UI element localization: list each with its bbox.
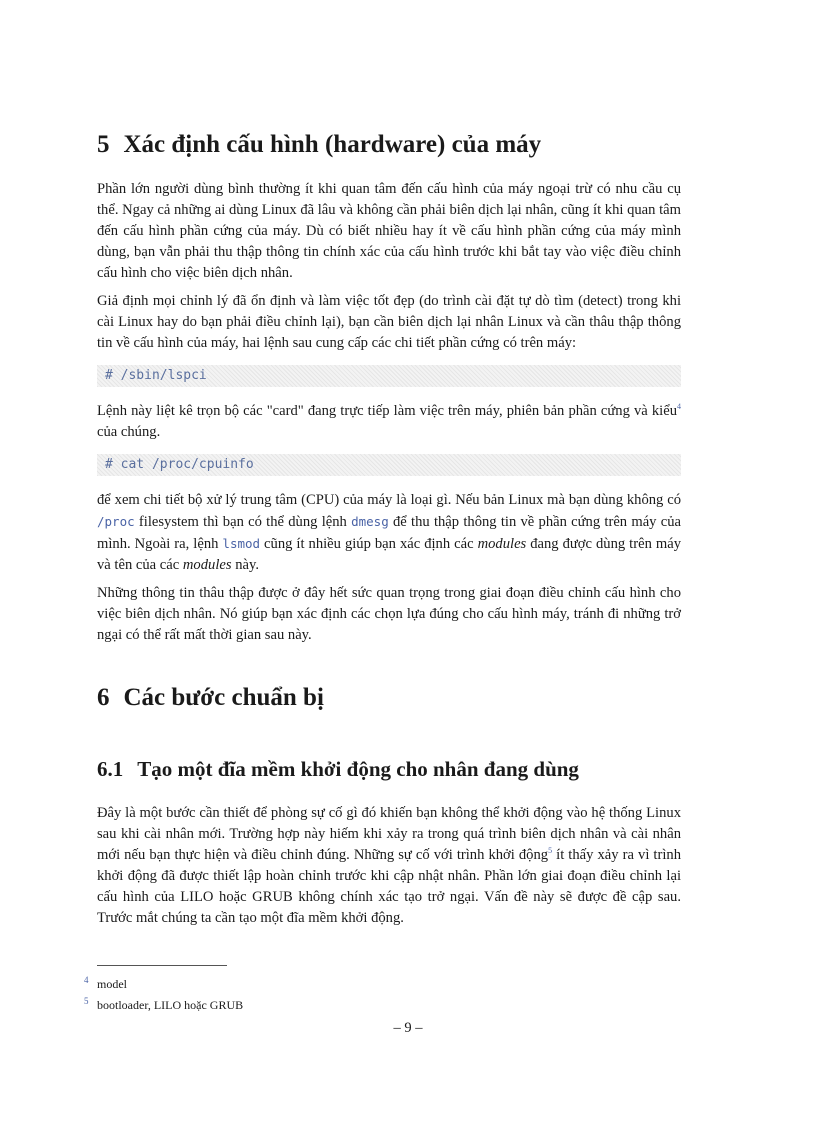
section-title: Các bước chuẩn bị <box>123 684 324 711</box>
section-5-heading <box>97 128 681 162</box>
section-title: Xác định cấu hình (hardware) của máy <box>123 131 542 158</box>
footnote-5: 5 bootloader, LILO hoặc GRUB <box>84 996 244 1012</box>
paragraph: để xem chi tiết bộ xử lý trung tâm (CPU) của máy là loại gì. Nếu bản Linux mà bạn dùng không có /proc filesystem thì bạn có thể dùng lệnh dmesg để thu thập thông tin về phần cứng trên máy của mình. Ngoài ra, lệnh lsmod cũng ít nhiều giúp bạn xác định các modules đang được dùng trên máy và tên của các modules này. <box>97 492 681 573</box>
subsection-title: Tạo một đĩa mềm khởi động cho nhân đang dùng <box>137 757 579 781</box>
code-block-lspci: # /sbin/lspci <box>97 365 681 387</box>
subsection-number: 6.1 <box>97 757 124 781</box>
inline-code-proc: /proc <box>97 514 135 529</box>
paragraph: Lệnh này liệt kê trọn bộ các "card" đang trực tiếp làm việc trên máy, phiên bản phần cứng và kiểu$^4$ của chúng. <box>97 402 681 440</box>
paragraph: Giả định mọi chỉnh lý đã ổn định và làm việc tốt đẹp (do trình cài đặt tự dò tìm (detect) trong khi cài Linux hay do bạn phải điều chỉnh lại), bạn cần biên dịch lại nhân Linux và cần thâu thập thông tin về cấu hình của máy, hai lệnh sau cung cấp các chi tiết phần cứng có trên máy: <box>97 293 681 351</box>
footnote-ref-5[interactable]: 5 <box>548 846 553 856</box>
page-content <box>97 128 681 936</box>
page-number: – 9 – <box>393 1020 423 1036</box>
emphasis: modules <box>477 536 527 552</box>
section-number: 5 <box>97 131 110 158</box>
footnotes <box>84 965 684 1014</box>
paragraph: Đây là một bước cần thiết để phòng sự cố gì đó khiến bạn không thể khởi động vào hệ thống Linux sau khi cài nhân mới. Trường hợp này hiếm khi xảy ra trong quá trình biên dịch nhân và cài nhân mới nếu bạn thực hiện và điều chỉnh đúng. Những sự cố với trình khởi động$^5$ ít thấy xảy ra vì trình khởi động đã được thiết lập hoàn chỉnh trước khi cập nhật nhân. Phần lớn giai đoạn điều chỉnh lại cấu hình của LILO hoặc GRUB không chính xác tạo trở ngại. Vấn đề này sẽ được đề cập sau. Trước mắt chúng ta cần tạo một đĩa mềm khởi động. <box>97 805 681 926</box>
section-number: 6 <box>97 684 110 711</box>
footnote-rule <box>97 965 227 966</box>
code-block-cpuinfo: # cat /proc/cpuinfo <box>97 454 681 476</box>
footnote-4: 4 model <box>84 975 127 991</box>
paragraph: Phần lớn người dùng bình thường ít khi quan tâm đến cấu hình của máy ngoại trừ có nhu cầu cụ thể. Ngay cả những ai dùng Linux đã lâu và không cần phải biên dịch lại nhân, cũng ít khi quan tâm đến cấu hình phần cứng của máy. Dù có biết nhiều hay ít về cấu hình phần cứng của máy mình dùng, bạn vẫn phải thu thập thông tin chính xác của cấu hình trước khi bắt tay vào việc điều chỉnh cấu hình cho việc biên dịch nhân. <box>97 181 681 281</box>
inline-code-lsmod: lsmod <box>222 536 261 551</box>
section-6-heading <box>97 681 681 715</box>
subsection-6-1-heading <box>97 754 681 784</box>
inline-code-dmesg: dmesg <box>351 514 389 529</box>
footnote-ref-4[interactable]: 4 <box>677 402 681 412</box>
paragraph: Những thông tin thâu thập được ở đây hết sức quan trọng trong giai đoạn điều chỉnh cấu hình cho việc biên dịch nhân. Nó giúp bạn xác định các chọn lựa đúng cho cấu hình máy, tránh đi những trở ngại có thể rất mất thời gian sau này. <box>97 585 681 643</box>
emphasis: modules <box>182 557 232 573</box>
